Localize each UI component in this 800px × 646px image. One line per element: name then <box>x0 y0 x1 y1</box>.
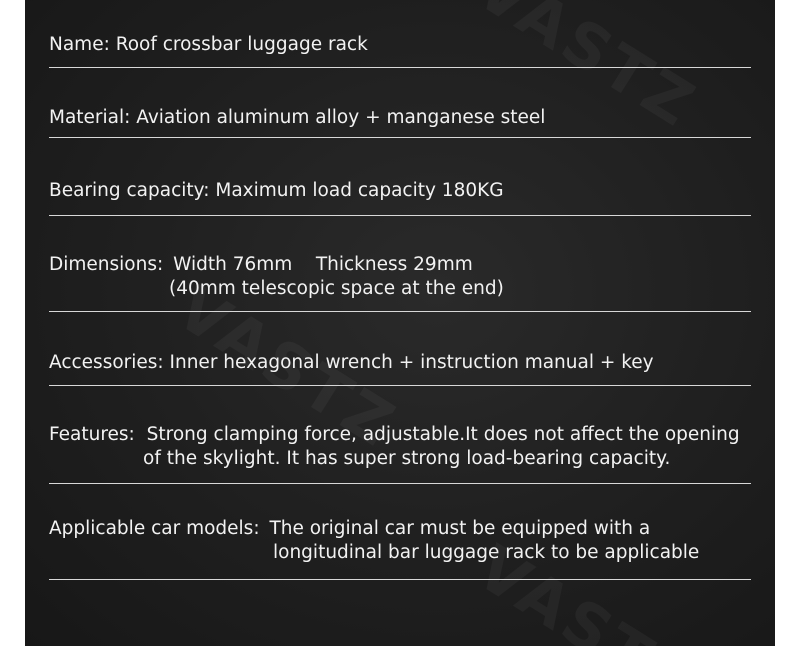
divider <box>49 579 751 580</box>
divider <box>49 385 751 386</box>
dimensions-line-2: (40mm telescopic space at the end) <box>169 278 504 299</box>
spec-dimensions <box>49 254 751 299</box>
spec-panel <box>25 0 775 646</box>
divider <box>49 311 751 312</box>
features-line-1: Strong clamping force, adjustable.It does not affect the opening <box>146 424 740 445</box>
spec-applicable-models <box>49 518 751 563</box>
spec-name: Name: Roof crossbar luggage rack <box>49 34 368 55</box>
dimensions-line-1: Width 76mm Thickness 29mm <box>173 254 473 275</box>
divider <box>49 215 751 216</box>
divider <box>49 67 751 68</box>
models-line-2: longitudinal bar luggage rack to be applicable <box>273 542 700 563</box>
features-line-2: of the skylight. It has super strong load-bearing capacity. <box>143 448 671 469</box>
spec-features <box>49 424 775 469</box>
spec-bearing-capacity: Bearing capacity: Maximum load capacity 180KG <box>49 180 504 201</box>
models-line-1: The original car must be equipped with a <box>269 518 651 539</box>
divider <box>49 483 751 484</box>
features-label: Features: <box>49 424 135 445</box>
spec-accessories: Accessories: Inner hexagonal wrench + instruction manual + key <box>49 352 654 373</box>
spec-material: Material: Aviation aluminum alloy + manganese steel <box>49 107 546 128</box>
dimensions-label: Dimensions: <box>49 254 164 275</box>
models-label: Applicable car models: <box>49 518 260 539</box>
divider <box>49 137 751 138</box>
